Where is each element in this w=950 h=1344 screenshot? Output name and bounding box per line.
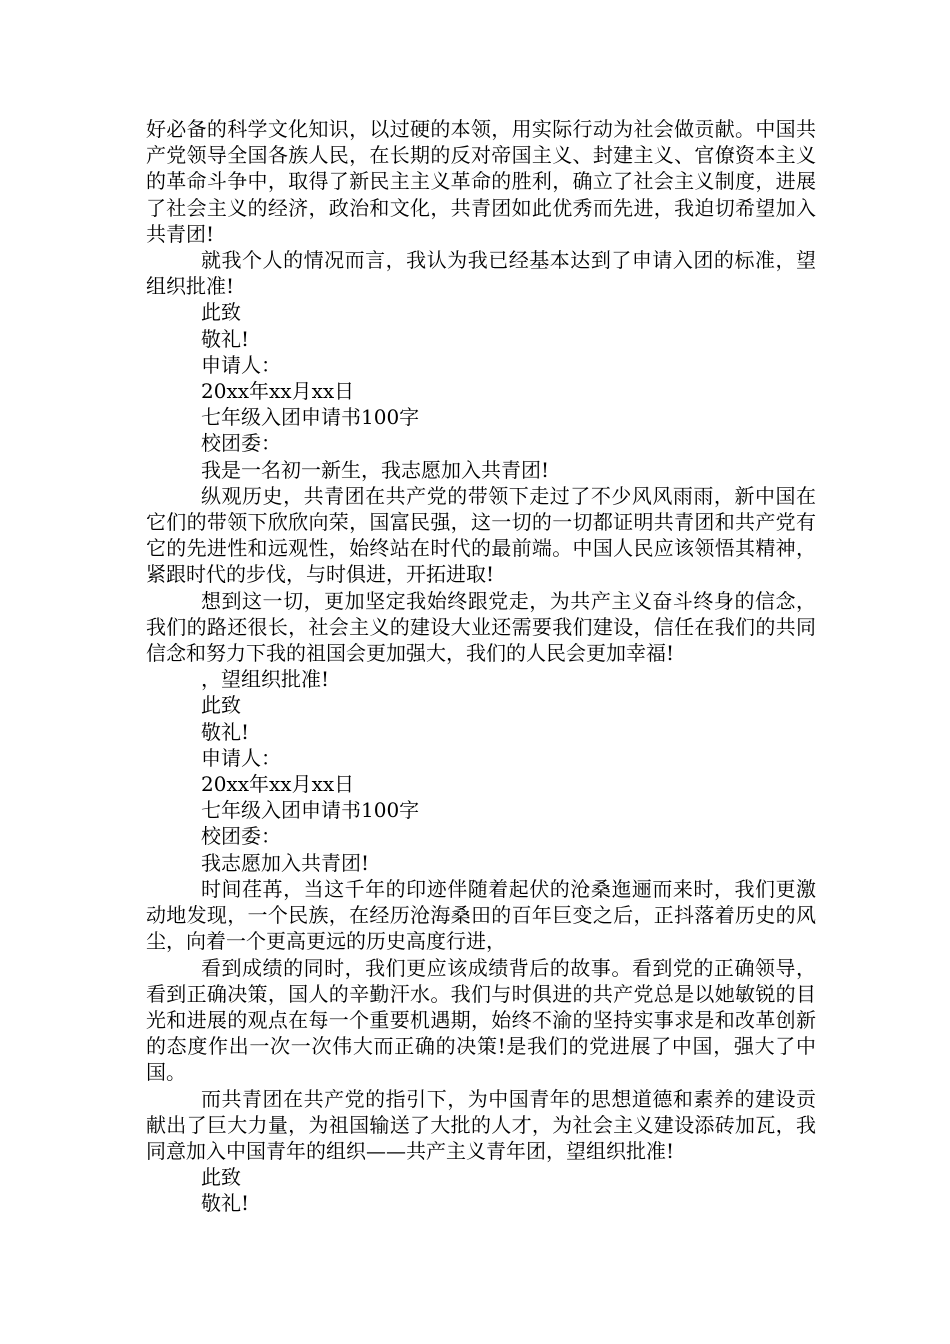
paragraph-intro: 我志愿加入共青团! bbox=[201, 850, 370, 875]
closing-salutation: 此致 bbox=[201, 693, 241, 718]
closing-regards: 敬礼! bbox=[201, 1191, 250, 1216]
paragraph-self-assessment: 就我个人的情况而言，我认为我已经基本达到了申请入团的标准，望组织批准! bbox=[146, 248, 816, 299]
recipient-line: 校团委： bbox=[201, 824, 281, 849]
section-title: 七年级入团申请书100字 bbox=[201, 405, 420, 430]
paragraph-continuation: 好必备的科学文化知识，以过硬的本领，用实际行动为社会做贡献。中国共产党领导全国各族人民，在长期的反对帝国主义、封建主义、官僚资本主义的革命斗争中，取得了新民主主义革命的胜利，确立了社会主义制度，进展了社会主义的经济，政治和文化，共青团如此优秀而先进，我迫切希望加入共青团! bbox=[146, 117, 816, 246]
section-title: 七年级入团申请书100字 bbox=[201, 798, 420, 823]
paragraph-achievements: 看到成绩的同时，我们更应该成绩背后的故事。看到党的正确领导，看到正确决策，国人的辛勤汗水。我们与时俱进的共产党总是以她敏锐的目光和进展的观点在每一个重要机遇期，始终不渝的坚持实事求是和改革创新的态度作出一次一次伟大而正确的决策!是我们的党进展了中国，强大了中国。 bbox=[146, 955, 816, 1085]
recipient-line: 校团委： bbox=[201, 431, 281, 456]
closing-regards: 敬礼! bbox=[201, 326, 250, 351]
applicant-label: 申请人： bbox=[201, 352, 281, 377]
paragraph-intro: 我是一名初一新生，我志愿加入共青团! bbox=[201, 457, 550, 482]
document-body bbox=[146, 116, 816, 1217]
applicant-label: 申请人： bbox=[201, 745, 281, 770]
paragraph-request: ，望组织批准! bbox=[201, 667, 330, 692]
date-line: 20xx年xx月xx日 bbox=[201, 772, 355, 797]
date-line: 20xx年xx月xx日 bbox=[201, 379, 355, 404]
paragraph-belief: 想到这一切，更加坚定我始终跟党走，为共产主义奋斗终身的信念，我们的路还很长，社会主义的建设大业还需要我们建设，信任在我们的共同信念和努力下我的祖国会更加强大，我们的人民会更加幸福! bbox=[146, 588, 816, 666]
paragraph-history: 纵观历史，共青团在共产党的带领下走过了不少风风雨雨，新中国在它们的带领下欣欣向荣，国富民强，这一切的一切都证明共青团和共产党有它的先进性和远观性，始终站在时代的最前端。中国人民应该领悟其精神，紧跟时代的步伐，与时俱进，开拓进取! bbox=[146, 483, 816, 587]
paragraph-league-role: 而共青团在共产党的指引下，为中国青年的思想道德和素养的建设贡献出了巨大力量，为祖国输送了大批的人才，为社会主义建设添砖加瓦，我同意加入中国青年的组织——共产主义青年团，望组织批准! bbox=[146, 1086, 816, 1163]
closing-regards: 敬礼! bbox=[201, 719, 250, 744]
closing-salutation: 此致 bbox=[201, 1165, 241, 1190]
closing-salutation: 此致 bbox=[201, 300, 241, 325]
paragraph-time: 时间荏苒，当这千年的印迹伴随着起伏的沧桑迤逦而来时，我们更激动地发现，一个民族，在经历沧海桑田的百年巨变之后，正抖落着历史的风尘，向着一个更高更远的历史高度行进， bbox=[146, 876, 816, 954]
